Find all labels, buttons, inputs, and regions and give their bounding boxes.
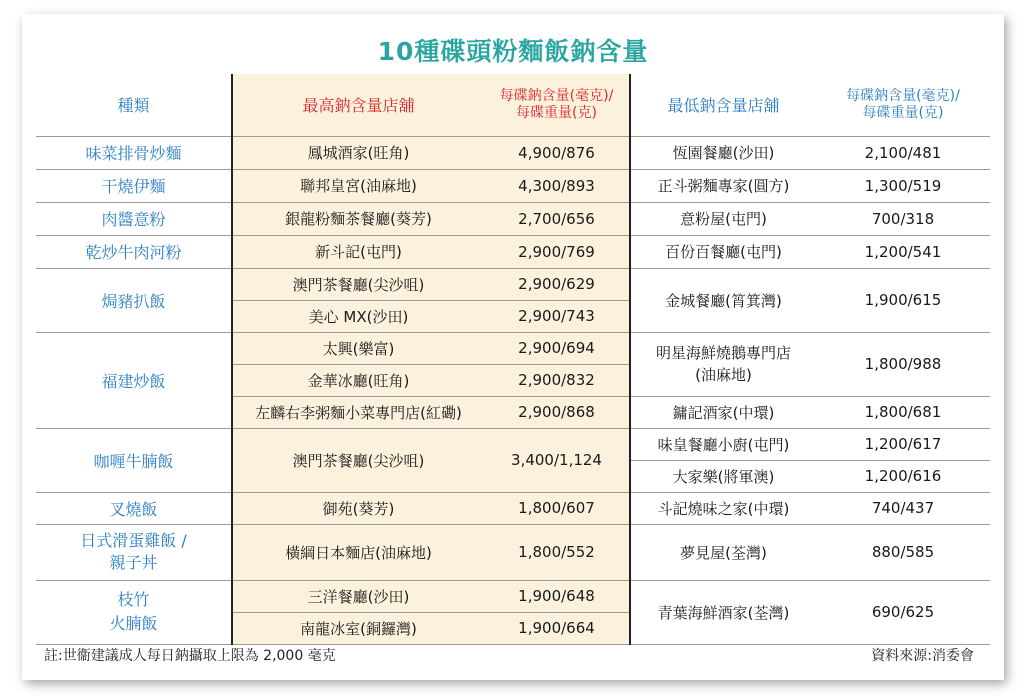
header-type: 種類 — [36, 74, 232, 136]
table-row — [36, 202, 990, 235]
dish-type: 焗豬扒飯 — [36, 268, 232, 332]
high-value: 1,900/664 — [484, 612, 630, 644]
high-value: 1,900/648 — [484, 580, 630, 612]
low-value: 1,800/988 — [816, 332, 990, 396]
low-shop: 味皇餐廳小廚(屯門) — [630, 428, 816, 460]
low-value: 1,800/681 — [816, 396, 990, 428]
header-row — [36, 74, 990, 136]
low-value: 1,200/617 — [816, 428, 990, 460]
high-shop: 澳門茶餐廳(尖沙咀) — [232, 428, 484, 492]
high-value: 2,700/656 — [484, 202, 630, 235]
table-row — [36, 169, 990, 202]
high-shop: 三洋餐廳(沙田) — [232, 580, 484, 612]
high-shop: 南龍冰室(銅鑼灣) — [232, 612, 484, 644]
high-shop: 澳門茶餐廳(尖沙咀) — [232, 268, 484, 300]
high-value: 2,900/868 — [484, 396, 630, 428]
low-shop: 金城餐廳(筲箕灣) — [630, 268, 816, 332]
high-value: 2,900/743 — [484, 300, 630, 332]
low-shop: 明星海鮮燒鵝專門店 (油麻地) — [630, 332, 816, 396]
header-low-value: 每碟鈉含量(毫克)/ 每碟重量(克) — [816, 74, 990, 136]
high-value: 2,900/694 — [484, 332, 630, 364]
low-shop: 百份百餐廳(屯門) — [630, 235, 816, 268]
low-value: 1,300/519 — [816, 169, 990, 202]
sodium-table — [36, 74, 990, 645]
high-shop: 美心 MX(沙田) — [232, 300, 484, 332]
dish-type: 枝竹 火腩飯 — [36, 580, 232, 644]
source-credit: 資料來源:消委會 — [871, 648, 974, 664]
table-row — [36, 268, 990, 300]
table-row — [36, 492, 990, 524]
footnote: 註:世衞建議成人每日鈉攝取上限為 2,000 毫克 — [44, 648, 336, 664]
header-low-shop: 最低鈉含量店舖 — [630, 74, 816, 136]
high-shop: 橫綱日本麵店(油麻地) — [232, 524, 484, 580]
page-title: 10種碟頭粉麵飯鈉含量 — [377, 37, 649, 66]
low-shop: 鏞記酒家(中環) — [630, 396, 816, 428]
high-shop: 金華冰廳(旺角) — [232, 364, 484, 396]
header-high-value: 每碟鈉含量(毫克)/ 每碟重量(克) — [484, 74, 630, 136]
low-value: 1,900/615 — [816, 268, 990, 332]
table-row — [36, 524, 990, 580]
high-shop: 銀龍粉麵茶餐廳(葵芳) — [232, 202, 484, 235]
high-shop: 左麟右李粥麵小菜專門店(紅磡) — [232, 396, 484, 428]
high-shop: 御苑(葵芳) — [232, 492, 484, 524]
table-row — [36, 428, 990, 460]
dish-type: 肉醬意粉 — [36, 202, 232, 235]
dish-type: 叉燒飯 — [36, 492, 232, 524]
header-high-shop: 最高鈉含量店舖 — [232, 74, 484, 136]
high-value: 4,300/893 — [484, 169, 630, 202]
high-shop: 聯邦皇宮(油麻地) — [232, 169, 484, 202]
low-value: 880/585 — [816, 524, 990, 580]
low-value: 1,200/616 — [816, 460, 990, 492]
high-value: 3,400/1,124 — [484, 428, 630, 492]
low-value: 2,100/481 — [816, 136, 990, 169]
high-value: 2,900/832 — [484, 364, 630, 396]
table-row — [36, 580, 990, 612]
low-shop: 意粉屋(屯門) — [630, 202, 816, 235]
dish-type: 咖喱牛腩飯 — [36, 428, 232, 492]
low-value: 740/437 — [816, 492, 990, 524]
dish-type: 福建炒飯 — [36, 332, 232, 428]
low-shop: 青葉海鮮酒家(荃灣) — [630, 580, 816, 644]
table-row — [36, 332, 990, 364]
dish-type: 日式滑蛋雞飯 / 親子丼 — [36, 524, 232, 580]
low-value: 1,200/541 — [816, 235, 990, 268]
low-shop: 斗記燒味之家(中環) — [630, 492, 816, 524]
high-shop: 太興(樂富) — [232, 332, 484, 364]
dish-type: 干燒伊麵 — [36, 169, 232, 202]
low-shop: 大家樂(將軍澳) — [630, 460, 816, 492]
high-value: 2,900/629 — [484, 268, 630, 300]
high-shop: 新斗記(屯門) — [232, 235, 484, 268]
low-shop: 恆園餐廳(沙田) — [630, 136, 816, 169]
low-shop: 正斗粥麵專家(圓方) — [630, 169, 816, 202]
low-shop: 夢見屋(荃灣) — [630, 524, 816, 580]
dish-type: 味菜排骨炒麵 — [36, 136, 232, 169]
low-value: 700/318 — [816, 202, 990, 235]
high-value: 4,900/876 — [484, 136, 630, 169]
infographic-card — [22, 14, 1004, 680]
high-value: 1,800/607 — [484, 492, 630, 524]
low-value: 690/625 — [816, 580, 990, 644]
table-row — [36, 235, 990, 268]
table-row — [36, 136, 990, 169]
dish-type: 乾炒牛肉河粉 — [36, 235, 232, 268]
high-shop: 鳳城酒家(旺角) — [232, 136, 484, 169]
high-value: 1,800/552 — [484, 524, 630, 580]
high-value: 2,900/769 — [484, 235, 630, 268]
